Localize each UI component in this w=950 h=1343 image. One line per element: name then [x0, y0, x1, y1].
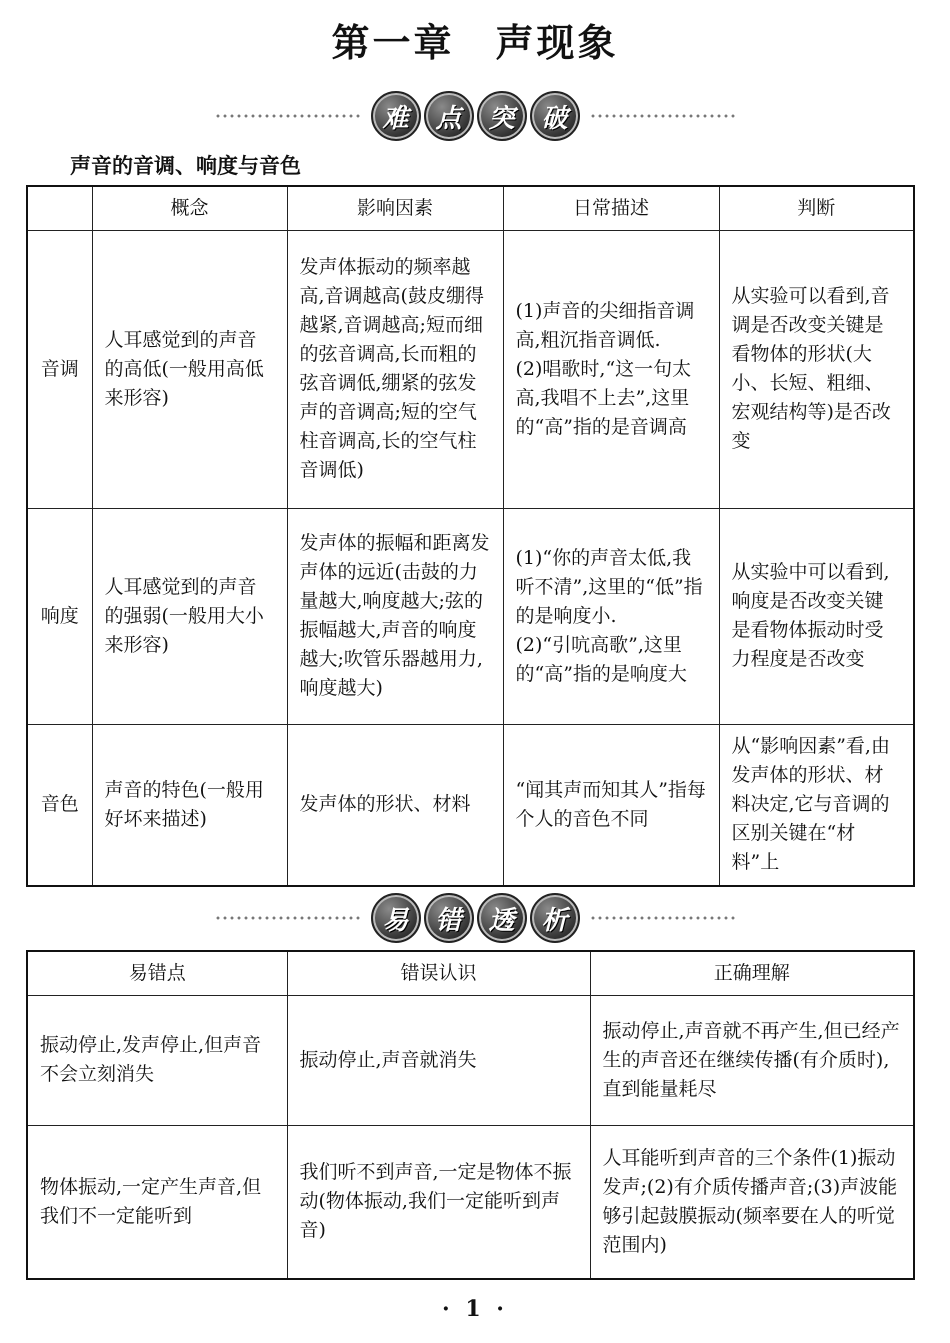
banner-char: 点: [424, 91, 474, 141]
table-header-row: [27, 186, 914, 230]
chapter-title: 第一章 声现象: [331, 21, 619, 65]
header-cell-empty: [27, 186, 92, 230]
judge-cell: 从实验可以看到,音调是否改变关键是看物体的形状(大小、长短、粗细、宏观结构等)是否改变: [719, 230, 914, 508]
dotted-ornament-right: [588, 914, 738, 922]
table-row-timbre: [27, 724, 914, 886]
daily-cell: (1)声音的尖细指音调高,粗沉指音调低. (2)唱歌时,“这一句太高,我唱不上去”,这里的“高”指的是音调高: [503, 230, 719, 508]
dotted-ornament-left: [213, 914, 363, 922]
correct-view-cell: 人耳能听到声音的三个条件(1)振动发声;(2)有介质传播声音;(3)声波能够引起鼓膜振动(频率要在人的听觉范围内): [590, 1125, 914, 1279]
banner-char: 析: [530, 893, 580, 943]
row-label: 音调: [27, 230, 92, 508]
factors-cell: 发声体的形状、材料: [287, 724, 503, 886]
wrong-view-cell: 振动停止,声音就消失: [287, 995, 590, 1125]
concept-cell: 人耳感觉到的声音的强弱(一般用大小来形容): [92, 508, 287, 724]
sound-properties-table: [26, 185, 915, 887]
factors-cell: 发声体的振幅和距离发声体的远近(击鼓的力量越大,响度越大;弦的振幅越大,声音的响度越大;吹管乐器越用力,响度越大): [287, 508, 503, 724]
banner-char: 破: [530, 91, 580, 141]
header-cell-correct-view: 正确理解: [590, 951, 914, 995]
table-row: [27, 1125, 914, 1279]
section-title: 声音的音调、响度与音色: [70, 154, 301, 178]
banner-common-mistakes: [0, 892, 950, 944]
row-label: 音色: [27, 724, 92, 886]
banner-difficult-points: [0, 90, 950, 142]
banner-char: 易: [371, 893, 421, 943]
wrong-view-cell: 我们听不到声音,一定是物体不振动(物体振动,我们一定能听到声音): [287, 1125, 590, 1279]
judge-cell: 从“影响因素”看,由发声体的形状、材料决定,它与音调的区别关键在“材料”上: [719, 724, 914, 886]
header-cell-daily: 日常描述: [503, 186, 719, 230]
page-number: · 1 ·: [442, 1296, 508, 1322]
header-cell-concept: 概念: [92, 186, 287, 230]
daily-cell: (1)“你的声音太低,我听不清”,这里的“低”指的是响度小. (2)“引吭高歌”,这里的“高”指的是响度大: [503, 508, 719, 724]
concept-cell: 声音的特色(一般用好坏来描述): [92, 724, 287, 886]
dotted-ornament-right: [588, 112, 738, 120]
table-row-pitch: [27, 230, 914, 508]
common-mistakes-table: [26, 950, 915, 1280]
banner-char: 错: [424, 893, 474, 943]
banner-char: 突: [477, 91, 527, 141]
table-row-loudness: [27, 508, 914, 724]
daily-cell: “闻其声而知其人”指每个人的音色不同: [503, 724, 719, 886]
header-cell-factors: 影响因素: [287, 186, 503, 230]
judge-cell: 从实验中可以看到,响度是否改变关键是看物体振动时受力程度是否改变: [719, 508, 914, 724]
correct-view-cell: 振动停止,声音就不再产生,但已经产生的声音还在继续传播(有介质时),直到能量耗尽: [590, 995, 914, 1125]
dotted-ornament-left: [213, 112, 363, 120]
factors-cell: 发声体振动的频率越高,音调越高(鼓皮绷得越紧,音调越高;短而细的弦音调高,长而粗的弦音调低,绷紧的弦发声的音调高;短的空气柱音调高,长的空气柱音调低): [287, 230, 503, 508]
header-cell-judge: 判断: [719, 186, 914, 230]
row-label: 响度: [27, 508, 92, 724]
table-header-row: [27, 951, 914, 995]
mistake-point-cell: 振动停止,发声停止,但声音不会立刻消失: [27, 995, 287, 1125]
header-cell-wrong-view: 错误认识: [287, 951, 590, 995]
banner-char: 透: [477, 893, 527, 943]
table-row: [27, 995, 914, 1125]
concept-cell: 人耳感觉到的声音的高低(一般用高低来形容): [92, 230, 287, 508]
banner-char: 难: [371, 91, 421, 141]
header-cell-mistake-point: 易错点: [27, 951, 287, 995]
mistake-point-cell: 物体振动,一定产生声音,但我们不一定能听到: [27, 1125, 287, 1279]
